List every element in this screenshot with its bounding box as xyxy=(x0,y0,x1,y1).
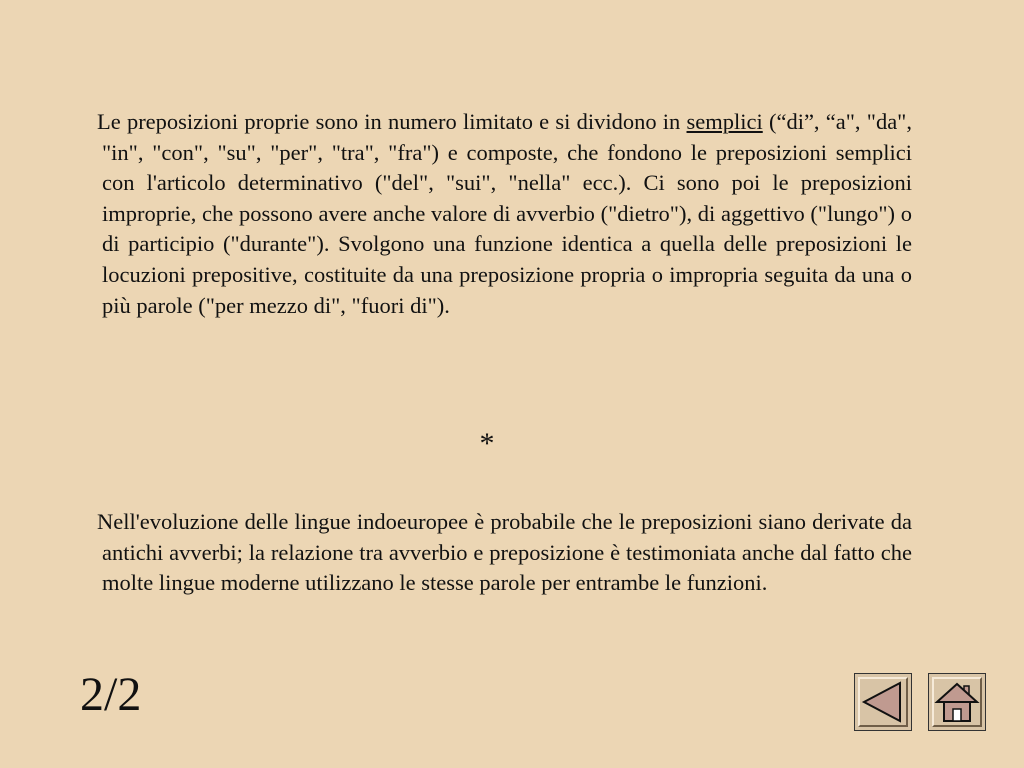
back-button-face xyxy=(858,677,908,727)
house-icon xyxy=(934,679,980,725)
paragraph-text-end: (“di”, “a", "da", "in", "con", "su", "per", "tra", "fra") e composte, che fondono le preposizioni semplici con l'articolo determinativo ("del", "sui", "nella" ecc.). Ci sono poi le preposizioni improprie, che possono avere anche valore di avverbio ("dietro"), di aggettivo ("lungo") o di participio ("durante"). Svolgono una funzione identica a quella delle preposizioni le locuzioni prepositive, costituite da una preposizione propria o impropria seguita da una o più parole ("per mezzo di", "fuori di"). xyxy=(102,109,912,318)
page-indicator: 2/2 xyxy=(80,668,142,721)
section-separator: * xyxy=(479,427,495,460)
link-semplici[interactable]: semplici xyxy=(686,109,763,134)
home-button-face xyxy=(932,677,982,727)
home-button[interactable] xyxy=(928,673,986,731)
paragraph-evoluzione: Nell'evoluzione delle lingue indoeuropee è probabile che le preposizioni siano derivate da antichi avverbi; la relazione tra avverbio e preposizione è testimoniata anche dal fatto che molte lingue moderne utilizzano le stesse parole per entrambe le funzioni. xyxy=(97,509,912,596)
back-button[interactable] xyxy=(854,673,912,731)
paragraph-preposizioni xyxy=(97,107,912,321)
paragraph-text-start: Le preposizioni proprie sono in numero limitato e si dividono in xyxy=(97,109,687,134)
triangle-left-icon xyxy=(860,679,906,725)
